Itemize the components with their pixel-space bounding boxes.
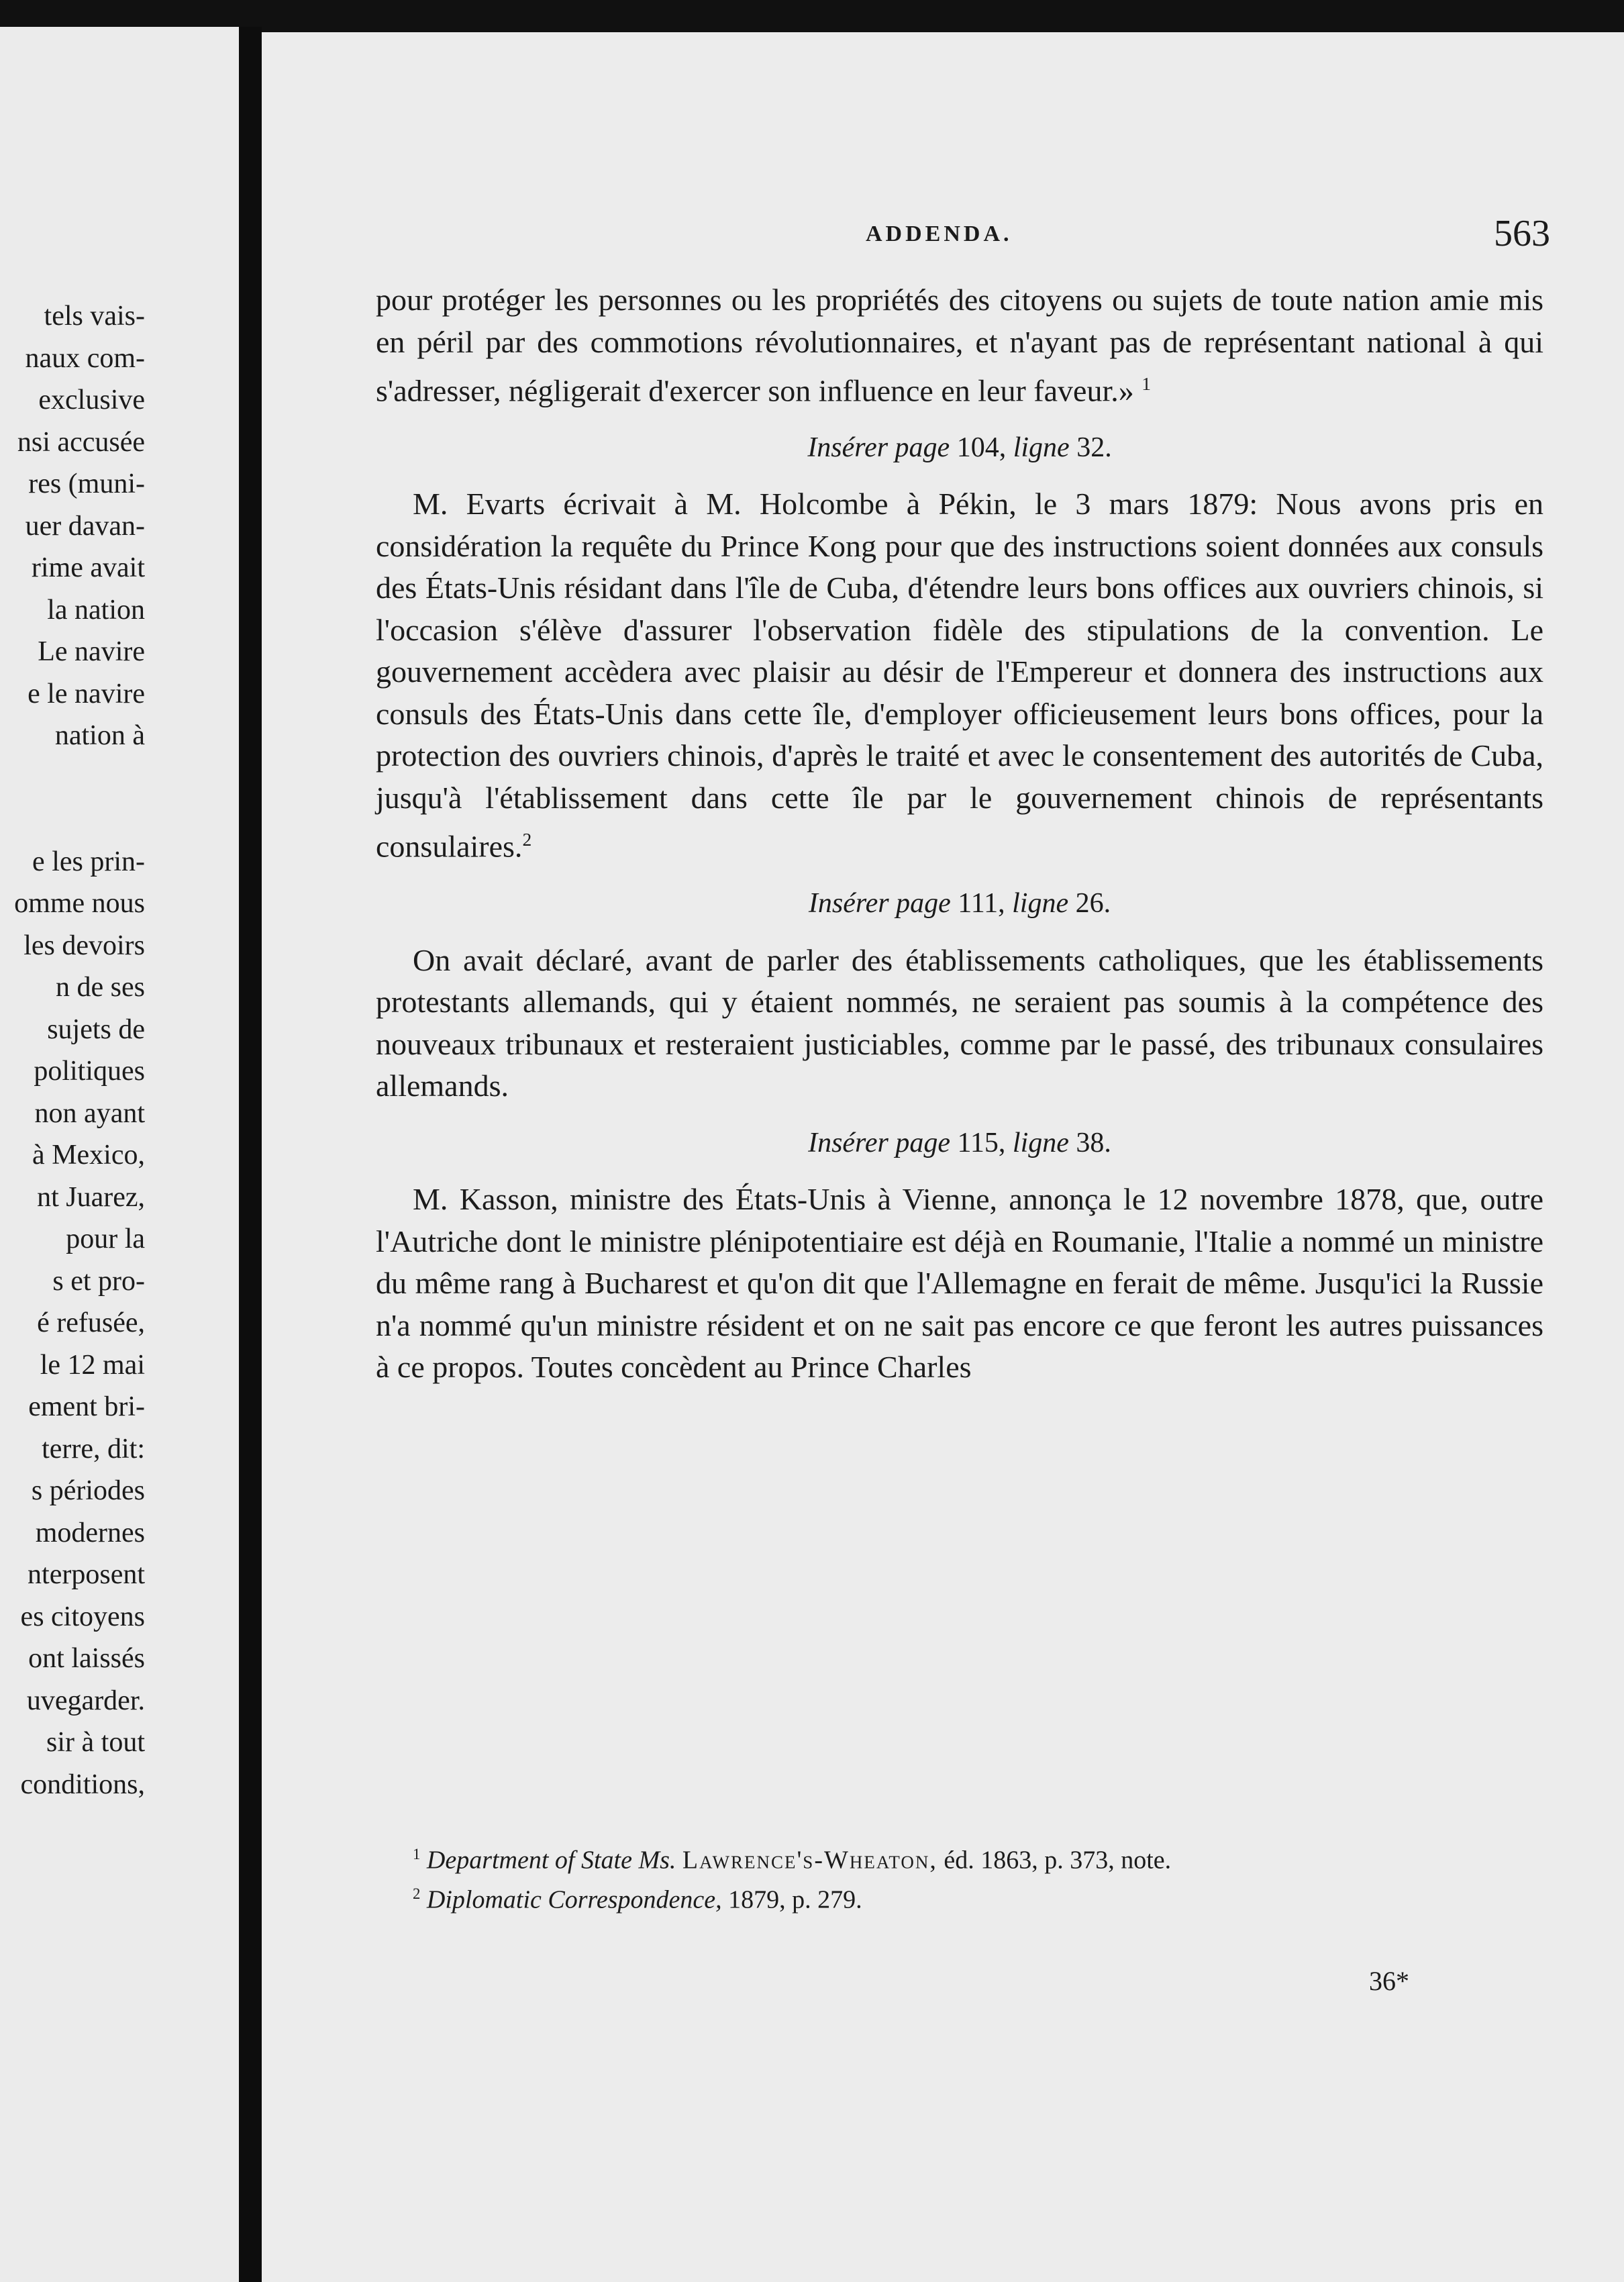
left-page-line: ement bri-: [28, 1391, 145, 1422]
left-page-line: à Mexico,: [32, 1140, 145, 1171]
left-page-line: n de ses: [56, 972, 145, 1003]
left-page-line: la nation: [47, 594, 145, 626]
left-page-line: sir à tout: [46, 1727, 145, 1758]
left-page-line: sujets de: [47, 1013, 145, 1045]
left-page-line: é refusée,: [37, 1307, 145, 1338]
main-text: [376, 279, 1543, 1389]
left-page-line: modernes: [35, 1517, 145, 1548]
signature-mark: 36*: [1369, 1966, 1409, 1996]
right-page: [262, 32, 1624, 2282]
left-page-line: uer davan-: [25, 510, 145, 542]
left-page-line: Le navire: [38, 636, 145, 667]
left-page-line: les devoirs: [23, 930, 145, 961]
footnote-1: $^1$ Department of State Ms. Lawrence's-Wheaton, éd. 1863, p. 373, note.: [413, 1846, 1172, 1875]
paragraph-4: M. Kasson, ministre des États-Unis à Vienne, annonça le 12 novembre 1878, que, outre l'Autriche dont le ministre plénipotentiaire est déjà en Roumanie, l'Italie a nommé un ministre du même rang à Bucharest et qu'on dit que l'Allemagne en ferait de même. Jusqu'ici la Russie n'a nommé qu'un ministre résident et on ne sait pas encore ce que feront les autres puissances à ce propos. Toutes concèdent au Prince Charles: [376, 1182, 1543, 1385]
left-page-line: ont laissés: [28, 1643, 145, 1674]
left-page-line: tels vais-: [44, 301, 145, 332]
left-page-line: s périodes: [31, 1475, 145, 1506]
paragraph-3: On avait déclaré, avant de parler des établissements catholiques, que les établissements protestants allemands, qui y étaient nommés, ne seraient pas soumis à la compétence des nouveaux tribunaux et resteraient justiciables, comme par le passé, des tribunaux consulaires allemands.: [376, 942, 1543, 1103]
left-page-line: res (muni-: [28, 468, 145, 499]
left-facing-page: [0, 27, 239, 2282]
insert-note-1: Insérer page 104, ligne 32.: [807, 432, 1112, 463]
left-page-line: nation à: [54, 720, 145, 751]
left-page-line: exclusive: [38, 385, 145, 415]
left-page-line: conditions,: [20, 1769, 145, 1800]
left-page-line: le 12 mai: [40, 1349, 145, 1381]
left-page-line: uvegarder.: [26, 1685, 145, 1716]
left-page-line: politiques: [34, 1056, 145, 1087]
paragraph-1: pour protéger les personnes ou les propriétés des citoyens ou sujets de toute nation amie mis en péril par des commotions révolutionnaires, et n'ayant pas de représentant national à qui s'adresser, négligerait d'exercer son influence en leur faveur.» $^1$: [376, 283, 1543, 408]
book-gutter: [239, 27, 262, 2282]
footnote-2: $^2$ Diplomatic Correspondence, 1879, p. 279.: [413, 1885, 862, 1914]
left-page-line: naux com-: [25, 342, 145, 374]
left-page-line: s et pro-: [52, 1265, 145, 1297]
left-page-line: e le navire: [28, 678, 145, 709]
footnote-ref-1: 1: [1141, 373, 1152, 394]
insert-note-3: Insérer page 115, ligne 38.: [808, 1127, 1111, 1158]
insert-note-2: Insérer page 111, ligne 26.: [808, 888, 1111, 920]
left-page-line: e les prin-: [32, 846, 145, 877]
page-header: [369, 212, 1550, 266]
left-page-line: nsi accusée: [17, 426, 145, 458]
running-head: ADDENDA.: [866, 221, 1013, 246]
left-page-line: rime avait: [31, 552, 145, 583]
left-page-line: nterposent: [28, 1559, 145, 1590]
footnote-ref-2: 2: [522, 829, 532, 850]
left-page-line: terre, dit:: [42, 1433, 145, 1465]
paragraph-2: M. Evarts écrivait à M. Holcombe à Pékin, le 3 mars 1879: Nous avons pris en considération la requête du Prince Kong pour que des instructions soient données aux consuls des États-Unis résidant dans l'île de Cuba, d'étendre leurs bons offices aux ouvriers chinois, si l'occasion s'élève d'assurer l'observation fidèle des stipulations de la convention. Le gouvernement accèdera avec plaisir au désir de l'Empereur et donnera des instructions aux consuls des États-Unis dans cette île, d'employer officieusement leurs bons offices, pour la protection des ouvriers chinois, d'après le traité et avec le consentement des autorités de Cuba, jusqu'à l'établissement dans cette île par le gouvernement chinois de représentants consulaires.$^2$: [376, 487, 1543, 864]
left-page-line: nt Juarez,: [37, 1181, 145, 1213]
left-page-line: omme nous: [14, 888, 145, 919]
page-number: 563: [1494, 213, 1550, 254]
left-page-line: pour la: [66, 1224, 145, 1254]
left-page-line: non ayant: [34, 1097, 145, 1129]
footnotes: [376, 1838, 1543, 1916]
left-page-line: es citoyens: [20, 1601, 145, 1632]
